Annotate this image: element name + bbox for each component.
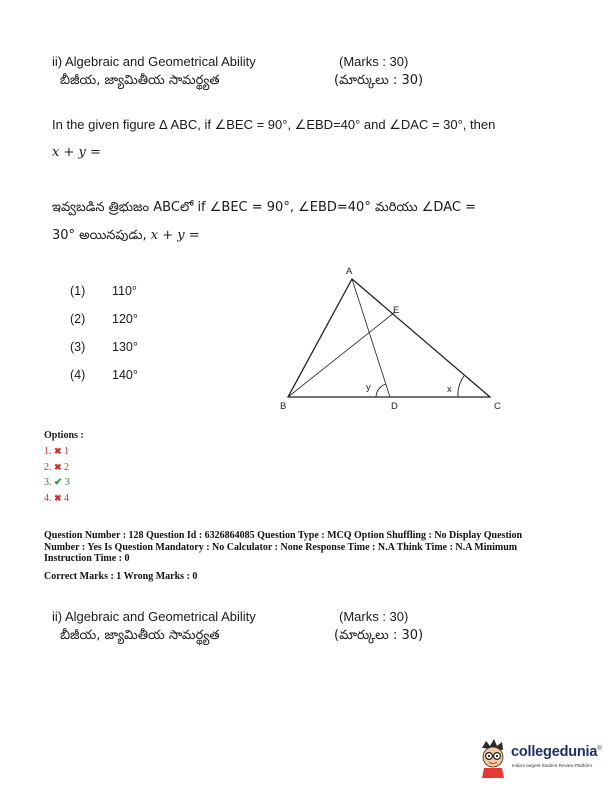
triangle-abc [288, 279, 490, 397]
option-3 [44, 477, 70, 493]
label-y: y [366, 382, 371, 393]
choice-number: (2) [70, 312, 86, 326]
brand-name [511, 744, 601, 760]
choice-number: (4) [70, 368, 86, 382]
label-c: C [494, 401, 501, 412]
cross-icon: ✖ [54, 492, 62, 503]
mascot-icon [476, 738, 510, 778]
check-icon: ✔ [54, 477, 63, 488]
metadata-line: Number : Yes Is Question Mandatory : No Calculator : None Response Time : N.A Think Time : N.A Minimum [44, 541, 518, 553]
choice-1 [70, 284, 137, 298]
option-4 [44, 493, 70, 509]
question-text-telugu-line2 [52, 228, 200, 246]
segment-be [288, 312, 395, 397]
option-2 [44, 462, 70, 478]
section-title: ii) Algebraic and Geometrical Ability [52, 54, 256, 69]
marks-info: Correct Marks : 1 Wrong Marks : 0 [44, 571, 198, 582]
angle-arc-y [376, 384, 386, 397]
option-prefix: 1. [44, 446, 52, 457]
choice-value: 140° [112, 368, 138, 382]
angle-arc-x [458, 376, 464, 397]
question-text: In the given figure Δ ABC, if ∠BEC = 90°, ∠EBD=40° and ∠DAC = 30°, then [52, 117, 496, 132]
metadata-line: Instruction Time : 0 [44, 553, 130, 564]
label-a: A [346, 266, 353, 277]
choice-number: (1) [70, 284, 86, 298]
choice-value: 110° [112, 284, 137, 298]
choice-number: (3) [70, 340, 86, 354]
section-marks: (Marks : 30) [339, 609, 409, 624]
metadata-line: Question Number : 128 Question Id : 6326864085 Question Type : MCQ Option Shuffling : No Display Question [44, 530, 523, 541]
cross-icon: ✖ [54, 446, 62, 456]
question-text-telugu: ఇవ్వబడిన త్రిభుజం ABCలో if ∠BEC = 90°, ∠EBD=40° మరియు ∠DAC = [52, 200, 476, 215]
segment-ad [352, 279, 390, 397]
section-title-telugu: బీజీయ, జ్యామితీయ సామర్థ్యత [60, 628, 220, 643]
triangle-figure [270, 262, 510, 418]
brand-tagline: India's largest Student Review Platform [512, 763, 593, 768]
option-prefix: 4. [44, 492, 52, 504]
label-d: D [391, 401, 398, 412]
cross-icon: ✖ [54, 461, 62, 472]
choice-value: 130° [112, 340, 138, 354]
brand-registered-mark: ® [597, 746, 602, 753]
choice-4 [70, 368, 138, 382]
section-title-telugu: బీజీయ, జ్యామితీయ సామర్థ్యత [60, 73, 220, 88]
option-value: 3 [64, 477, 70, 488]
options-list [44, 446, 70, 508]
question-expression: x + y = [52, 145, 101, 160]
section-title: ii) Algebraic and Geometrical Ability [52, 609, 256, 624]
option-value: 2 [64, 461, 70, 473]
choice-2 [70, 312, 138, 326]
option-value: 1 [64, 446, 70, 457]
telugu-condition: 30° అయినపుడు, [52, 228, 147, 243]
section-marks: (Marks : 30) [339, 54, 409, 69]
brand-logo [476, 738, 604, 778]
telugu-expression: x + y = [150, 228, 200, 243]
choice-value: 120° [112, 312, 138, 326]
label-x: x [447, 384, 452, 395]
option-prefix: 3. [44, 477, 52, 488]
label-e: E [393, 305, 400, 316]
section-marks-telugu: (మార్కులు : 30) [334, 628, 424, 643]
section-marks-telugu: (మార్కులు : 30) [334, 73, 424, 88]
option-value: 4 [64, 492, 70, 504]
label-b: B [280, 401, 287, 412]
options-heading: Options : [44, 430, 84, 441]
question-metadata [44, 530, 522, 565]
option-1 [44, 446, 70, 462]
brand-name-text: collegedunia [511, 744, 598, 760]
choice-3 [70, 340, 138, 354]
option-prefix: 2. [44, 461, 52, 473]
